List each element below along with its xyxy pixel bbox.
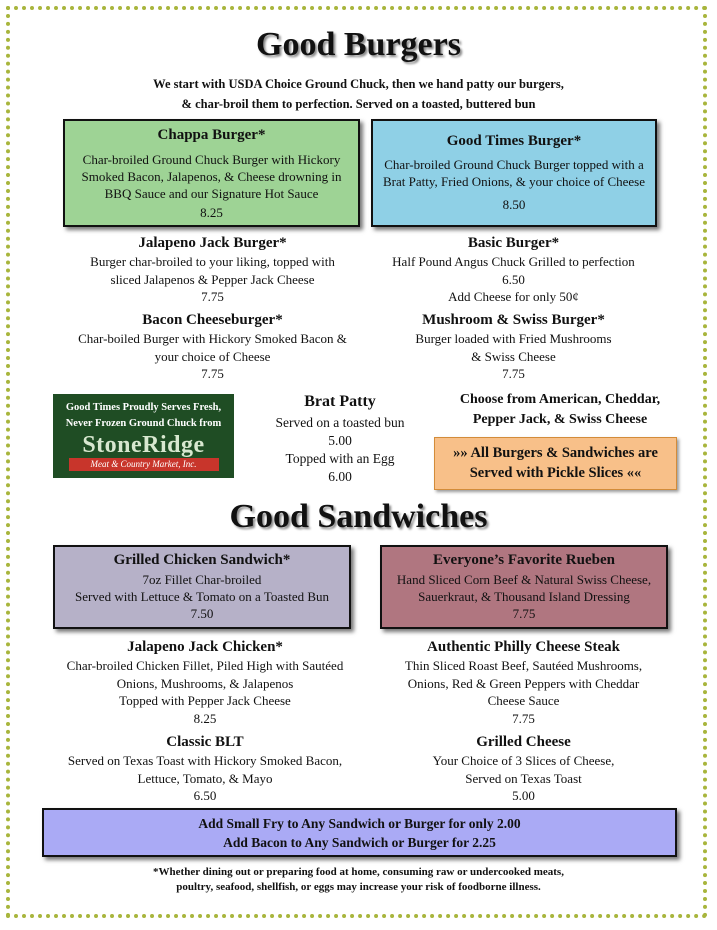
brat-patty: Brat Patty Served on a toasted bun 5.00 Topped with an Egg 6.00 bbox=[275, 393, 405, 484]
food-safety-footnote: *Whether dining out or preparing food at home, consuming raw or undercooked meats, poultry, seafood, shellfish, or eggs may increase your risk of foodborne illness. bbox=[153, 866, 564, 893]
stoneridge-sub: Meat & Country Market, Inc. bbox=[69, 458, 219, 471]
philly-cheese-steak: Authentic Philly Cheese Steak Thin Sliced Roast Beef, Sautéed Mushrooms, Onions, Red & Green Peppers with Cheddar Cheese Sauce 7.75 bbox=[404, 639, 643, 726]
add-fry: Add Small Fry to Any Sandwich or Burger for only 2.00 bbox=[198, 816, 521, 831]
good-times-burger-price: 8.50 bbox=[502, 197, 526, 212]
burgers-title: Good Burgers bbox=[256, 26, 461, 63]
pickle-notice: »» All Burgers & Sandwiches are Served with Pickle Slices «« bbox=[434, 437, 677, 490]
bacon-cheeseburger: Bacon Cheeseburger* Char-boiled Burger with Hickory Smoked Bacon & your choice of Cheese 7.75 bbox=[78, 312, 347, 381]
jalapeno-jack-burger: Jalapeno Jack Burger* Burger char-broiled to your liking, topped with sliced Jalapenos & Pepper Jack Cheese 7.75 bbox=[90, 235, 335, 304]
chappa-burger-price: 8.25 bbox=[200, 205, 223, 220]
stoneridge-brand: StoneRidge bbox=[82, 432, 205, 458]
grilled-cheese: Grilled Cheese Your Choice of 3 Slices of Cheese, Served on Texas Toast 5.00 bbox=[432, 734, 615, 803]
add-ons-box bbox=[42, 808, 677, 857]
grilled-chicken-box: Grilled Chicken Sandwich* 7oz Fillet Char-broiled Served with Lettuce & Tomato on a Toasted Bun 7.50 bbox=[53, 545, 351, 629]
chappa-burger-name: Chappa Burger* bbox=[157, 127, 266, 143]
jalapeno-jack-chicken: Jalapeno Jack Chicken* Char-broiled Chicken Fillet, Piled High with Sautéed Onions, Mushrooms, & Jalapenos Topped with Pepper Jack Cheese 8.25 bbox=[66, 639, 344, 726]
add-bacon: Add Bacon to Any Sandwich or Burger for 2.25 bbox=[223, 835, 496, 850]
good-times-burger-desc: Char-broiled Ground Chuck Burger topped with a Brat Patty, Fried Onions, & your choice of Cheese bbox=[383, 157, 645, 189]
mushroom-swiss-burger: Mushroom & Swiss Burger* Burger loaded with Fried Mushrooms & Swiss Cheese 7.75 bbox=[415, 312, 612, 381]
stoneridge-logo: Good Times Proudly Serves Fresh, Never Frozen Ground Chuck from StoneRidge Meat & Country Market, Inc. bbox=[53, 394, 234, 478]
good-times-burger-box bbox=[371, 119, 657, 227]
chappa-burger-box bbox=[63, 119, 360, 227]
good-times-burger-name: Good Times Burger* bbox=[446, 133, 582, 149]
sandwiches-title: Good Sandwiches bbox=[229, 498, 488, 535]
cheese-choices: Choose from American, Cheddar, Pepper Jack, & Swiss Cheese bbox=[459, 392, 661, 427]
classic-blt: Classic BLT Served on Texas Toast with Hickory Smoked Bacon, Lettuce, Tomato, & Mayo 6.50 bbox=[67, 734, 343, 803]
chappa-burger-desc: Char-broiled Ground Chuck Burger with Hickory Smoked Bacon, Jalapenos, & Cheese drowning in BBQ Sauce and our Signature Hot Sauce bbox=[81, 152, 342, 201]
basic-burger: Basic Burger* Half Pound Angus Chuck Grilled to perfection 6.50 Add Cheese for only 50¢ bbox=[392, 235, 635, 304]
burgers-intro: We start with USDA Choice Ground Chuck, then we hand patty our burgers, & char-broil them to perfection. Served on a toasted, buttered bun bbox=[153, 77, 564, 111]
rueben-box: Everyone’s Favorite Rueben Hand Sliced Corn Beef & Natural Swiss Cheese, Sauerkraut, & Thousand Island Dressing 7.75 bbox=[380, 545, 668, 629]
